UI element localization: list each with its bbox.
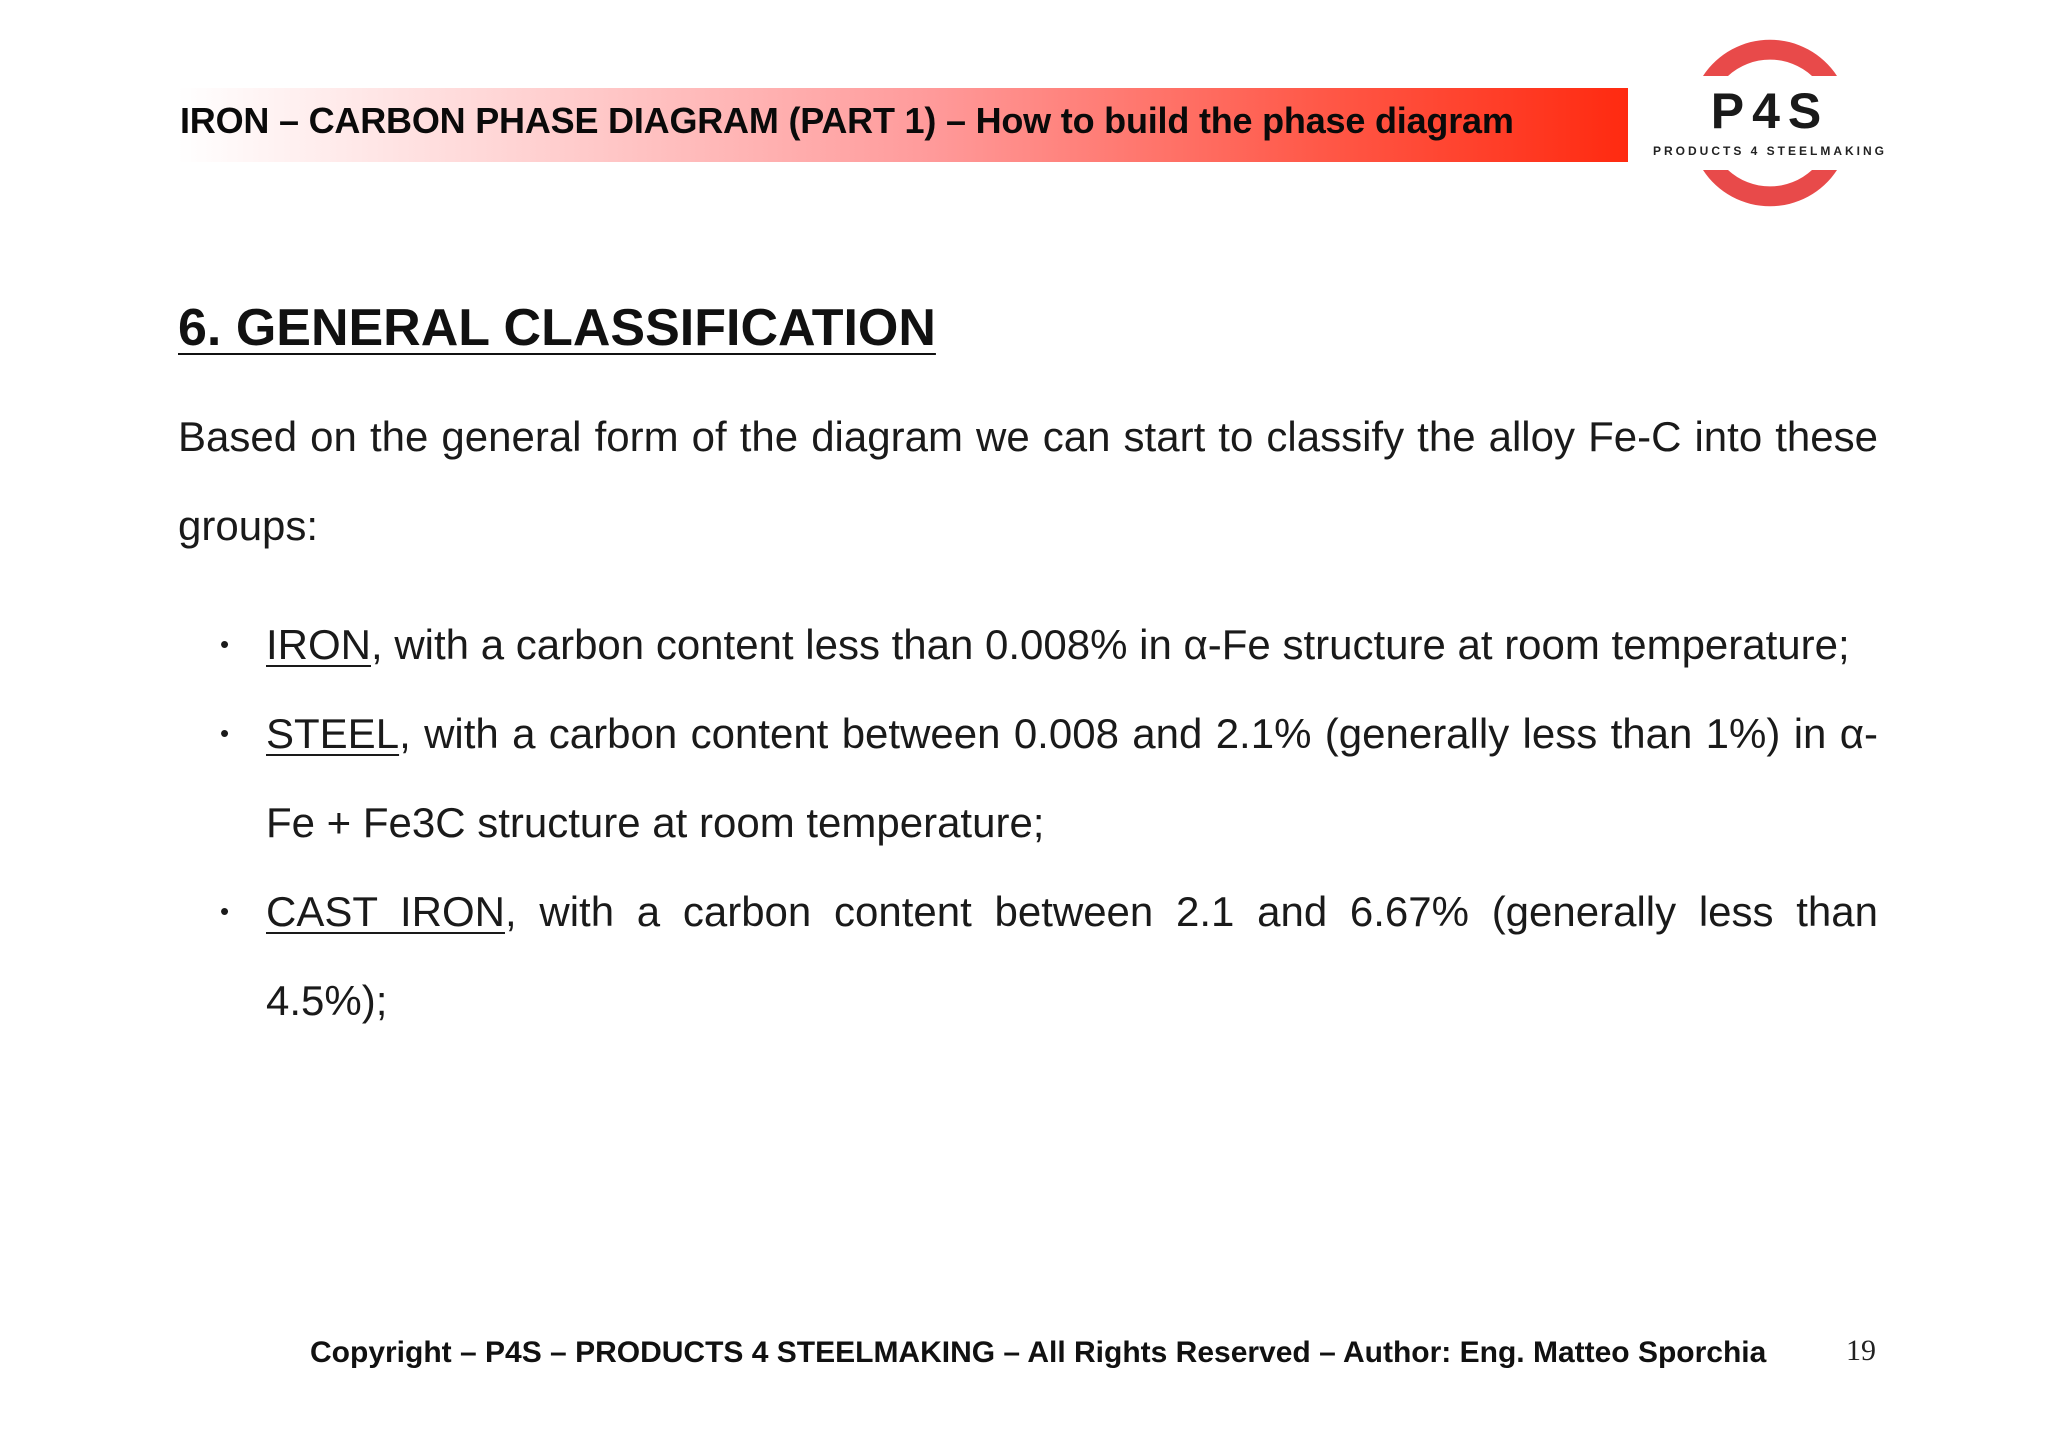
logo-mark: P4S [1710,83,1830,139]
logo-tagline: PRODUCTS 4 STEELMAKING [1652,144,1887,158]
bullet-text: , with a carbon content between 0.008 and 2.1% (generally less than 1%) in α-Fe + Fe3C structure at room temperature; [266,710,1878,846]
p4s-logo [1640,36,1900,208]
copyright-footer: Copyright – P4S – PRODUCTS 4 STEELMAKING – All Rights Reserved – Author: Eng. Matteo Sporchia [310,1336,1767,1369]
list-item [178,867,1878,1045]
section-heading: 6. GENERAL CLASSIFICATION [178,299,936,357]
intro-paragraph: Based on the general form of the diagram we can start to classify the alloy Fe-C into these groups: [178,413,1878,549]
page-number: 19 [1846,1334,1876,1367]
classification-list [178,600,1878,1045]
term-steel: STEEL [266,710,400,757]
page-title: IRON – CARBON PHASE DIAGRAM (PART 1) – How to build the phase diagram [180,100,1514,141]
term-cast-iron: CAST IRON [266,888,505,935]
bullet-text: , with a carbon content between 2.1 and 6.67% (generally less than 4.5%); [266,888,1878,1024]
list-item [178,689,1878,867]
term-iron: IRON [266,621,371,668]
bullet-icon: • [220,896,230,926]
list-item [178,600,1878,689]
bullet-icon: • [220,629,230,659]
bullet-icon: • [220,718,230,748]
bullet-text: , with a carbon content less than 0.008% in α-Fe structure at room temperature; [371,621,1850,668]
